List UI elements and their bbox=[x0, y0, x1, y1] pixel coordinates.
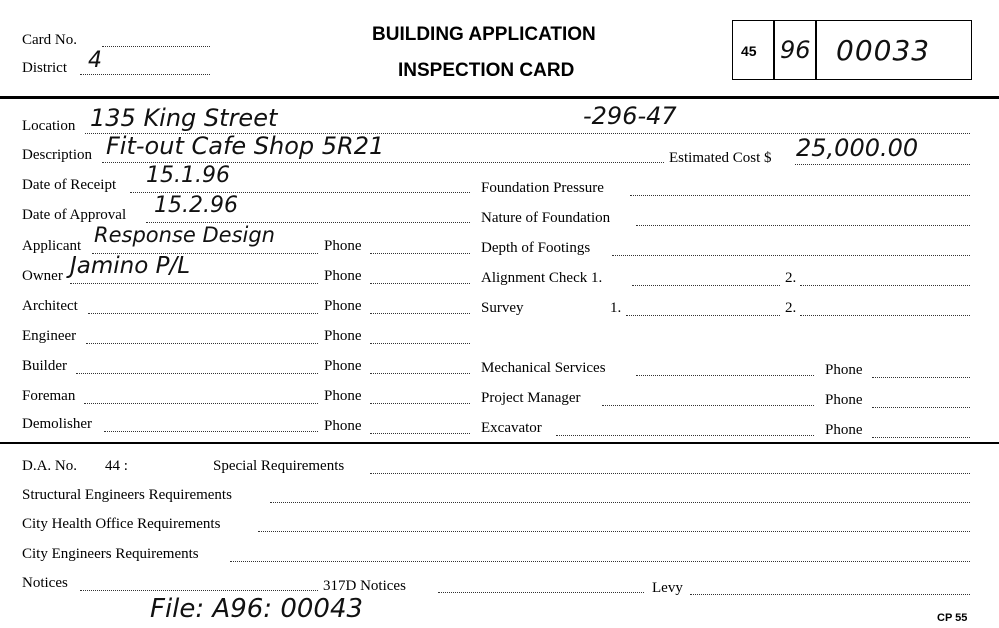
estimated-cost-value: 25,000.00 bbox=[796, 134, 919, 162]
project-manager-field[interactable] bbox=[602, 405, 814, 406]
architect-field[interactable] bbox=[88, 313, 318, 314]
foreman-field[interactable] bbox=[84, 403, 318, 404]
location-value: 135 King Street bbox=[90, 104, 278, 132]
file-reference: File: A96: 00043 bbox=[150, 594, 364, 624]
date-of-receipt-value: 15.1.96 bbox=[146, 163, 230, 188]
foundation-pressure-label: Foundation Pressure bbox=[481, 180, 604, 196]
owner-label: Owner bbox=[22, 268, 63, 284]
foreman-phone-label: Phone bbox=[324, 388, 362, 404]
mechanical-phone-field[interactable] bbox=[872, 377, 970, 378]
card-number-divider bbox=[815, 20, 817, 80]
demolisher-field[interactable] bbox=[104, 431, 318, 432]
engineer-label: Engineer bbox=[22, 328, 77, 344]
builder-phone-label: Phone bbox=[324, 358, 362, 374]
mechanical-services-field[interactable] bbox=[636, 375, 814, 376]
date-of-approval-value: 15.2.96 bbox=[154, 193, 238, 218]
excavator-label: Excavator bbox=[481, 420, 542, 436]
survey-2-label: 2. bbox=[785, 300, 797, 316]
owner-phone-label: Phone bbox=[324, 268, 362, 284]
card-number-prefix: 45 bbox=[741, 43, 757, 59]
notices-317d-label: 317D Notices bbox=[323, 578, 406, 594]
notices-317d-field[interactable] bbox=[438, 592, 644, 593]
nature-of-foundation-label: Nature of Foundation bbox=[481, 210, 611, 226]
excavator-field[interactable] bbox=[556, 435, 814, 436]
levy-label: Levy bbox=[652, 580, 683, 596]
form-code: CP 55 bbox=[937, 612, 968, 624]
special-requirements-label: Special Requirements bbox=[213, 458, 345, 474]
mechanical-phone-label: Phone bbox=[825, 362, 863, 378]
owner-value: Jamino P/L bbox=[70, 253, 191, 279]
city-engineers-field[interactable] bbox=[230, 561, 970, 562]
survey-1-field[interactable] bbox=[626, 315, 780, 316]
date-of-receipt-label: Date of Receipt bbox=[22, 177, 117, 193]
survey-2-field[interactable] bbox=[800, 315, 970, 316]
city-engineers-label: City Engineers Requirements bbox=[22, 546, 199, 562]
depth-of-footings-field[interactable] bbox=[612, 255, 970, 256]
levy-field[interactable] bbox=[690, 594, 970, 595]
builder-field[interactable] bbox=[76, 373, 318, 374]
notices-field[interactable] bbox=[80, 590, 318, 591]
engineer-phone-label: Phone bbox=[324, 328, 362, 344]
applicant-phone-label: Phone bbox=[324, 238, 362, 254]
builder-phone-field[interactable] bbox=[370, 373, 470, 374]
mechanical-services-label: Mechanical Services bbox=[481, 360, 606, 376]
da-number-label: D.A. No. bbox=[22, 458, 77, 474]
architect-label: Architect bbox=[22, 298, 78, 314]
card-no-field[interactable] bbox=[102, 46, 210, 47]
form-title-line1: BUILDING APPLICATION bbox=[372, 24, 596, 45]
description-value: Fit-out Cafe Shop 5R21 bbox=[106, 132, 385, 160]
applicant-phone-field[interactable] bbox=[370, 253, 470, 254]
applicant-label: Applicant bbox=[22, 238, 82, 254]
card-number-divider bbox=[773, 20, 775, 80]
project-manager-label: Project Manager bbox=[481, 390, 581, 406]
location-label: Location bbox=[22, 118, 76, 134]
form-title-line2: INSPECTION CARD bbox=[398, 60, 575, 81]
alignment-check-label: Alignment Check 1. bbox=[481, 270, 603, 286]
card-number-value: 00033 bbox=[836, 34, 931, 67]
card-no-label: Card No. bbox=[22, 32, 77, 48]
foreman-label: Foreman bbox=[22, 388, 76, 404]
engineer-field[interactable] bbox=[86, 343, 318, 344]
city-health-office-field[interactable] bbox=[258, 531, 970, 532]
demolisher-phone-field[interactable] bbox=[370, 433, 470, 434]
district-label: District bbox=[22, 60, 67, 76]
architect-phone-field[interactable] bbox=[370, 313, 470, 314]
alignment-check-1-field[interactable] bbox=[632, 285, 780, 286]
district-field[interactable] bbox=[80, 74, 210, 75]
builder-label: Builder bbox=[22, 358, 67, 374]
survey-1-label: 1. bbox=[610, 300, 622, 316]
foundation-pressure-field[interactable] bbox=[630, 195, 970, 196]
applicant-value: Response Design bbox=[94, 223, 275, 247]
project-manager-phone-field[interactable] bbox=[872, 407, 970, 408]
excavator-phone-field[interactable] bbox=[872, 437, 970, 438]
alignment-check-2-field[interactable] bbox=[800, 285, 970, 286]
notices-label: Notices bbox=[22, 575, 68, 591]
owner-field[interactable] bbox=[70, 283, 318, 284]
estimated-cost-label: Estimated Cost $ bbox=[669, 150, 772, 166]
alignment-check-2-label: 2. bbox=[785, 270, 797, 286]
engineer-phone-field[interactable] bbox=[370, 343, 470, 344]
demolisher-phone-label: Phone bbox=[324, 418, 362, 434]
foreman-phone-field[interactable] bbox=[370, 403, 470, 404]
date-of-approval-label: Date of Approval bbox=[22, 207, 127, 223]
owner-phone-field[interactable] bbox=[370, 283, 470, 284]
nature-of-foundation-field[interactable] bbox=[636, 225, 970, 226]
structural-engineers-field[interactable] bbox=[270, 502, 970, 503]
survey-label: Survey bbox=[481, 300, 524, 316]
special-requirements-field[interactable] bbox=[370, 473, 970, 474]
estimated-cost-field[interactable] bbox=[795, 164, 970, 165]
demolisher-label: Demolisher bbox=[22, 416, 92, 432]
excavator-phone-label: Phone bbox=[825, 422, 863, 438]
project-manager-phone-label: Phone bbox=[825, 392, 863, 408]
depth-of-footings-label: Depth of Footings bbox=[481, 240, 591, 256]
district-value: 4 bbox=[88, 48, 102, 73]
section-rule bbox=[0, 442, 999, 444]
city-health-office-label: City Health Office Requirements bbox=[22, 516, 221, 532]
card-number-year: 96 bbox=[780, 36, 811, 64]
location-reference: -296-47 bbox=[583, 102, 677, 130]
architect-phone-label: Phone bbox=[324, 298, 362, 314]
description-label: Description bbox=[22, 147, 92, 163]
structural-engineers-label: Structural Engineers Requirements bbox=[22, 487, 232, 503]
header-rule bbox=[0, 96, 999, 99]
da-number-value: 44 : bbox=[105, 458, 128, 474]
